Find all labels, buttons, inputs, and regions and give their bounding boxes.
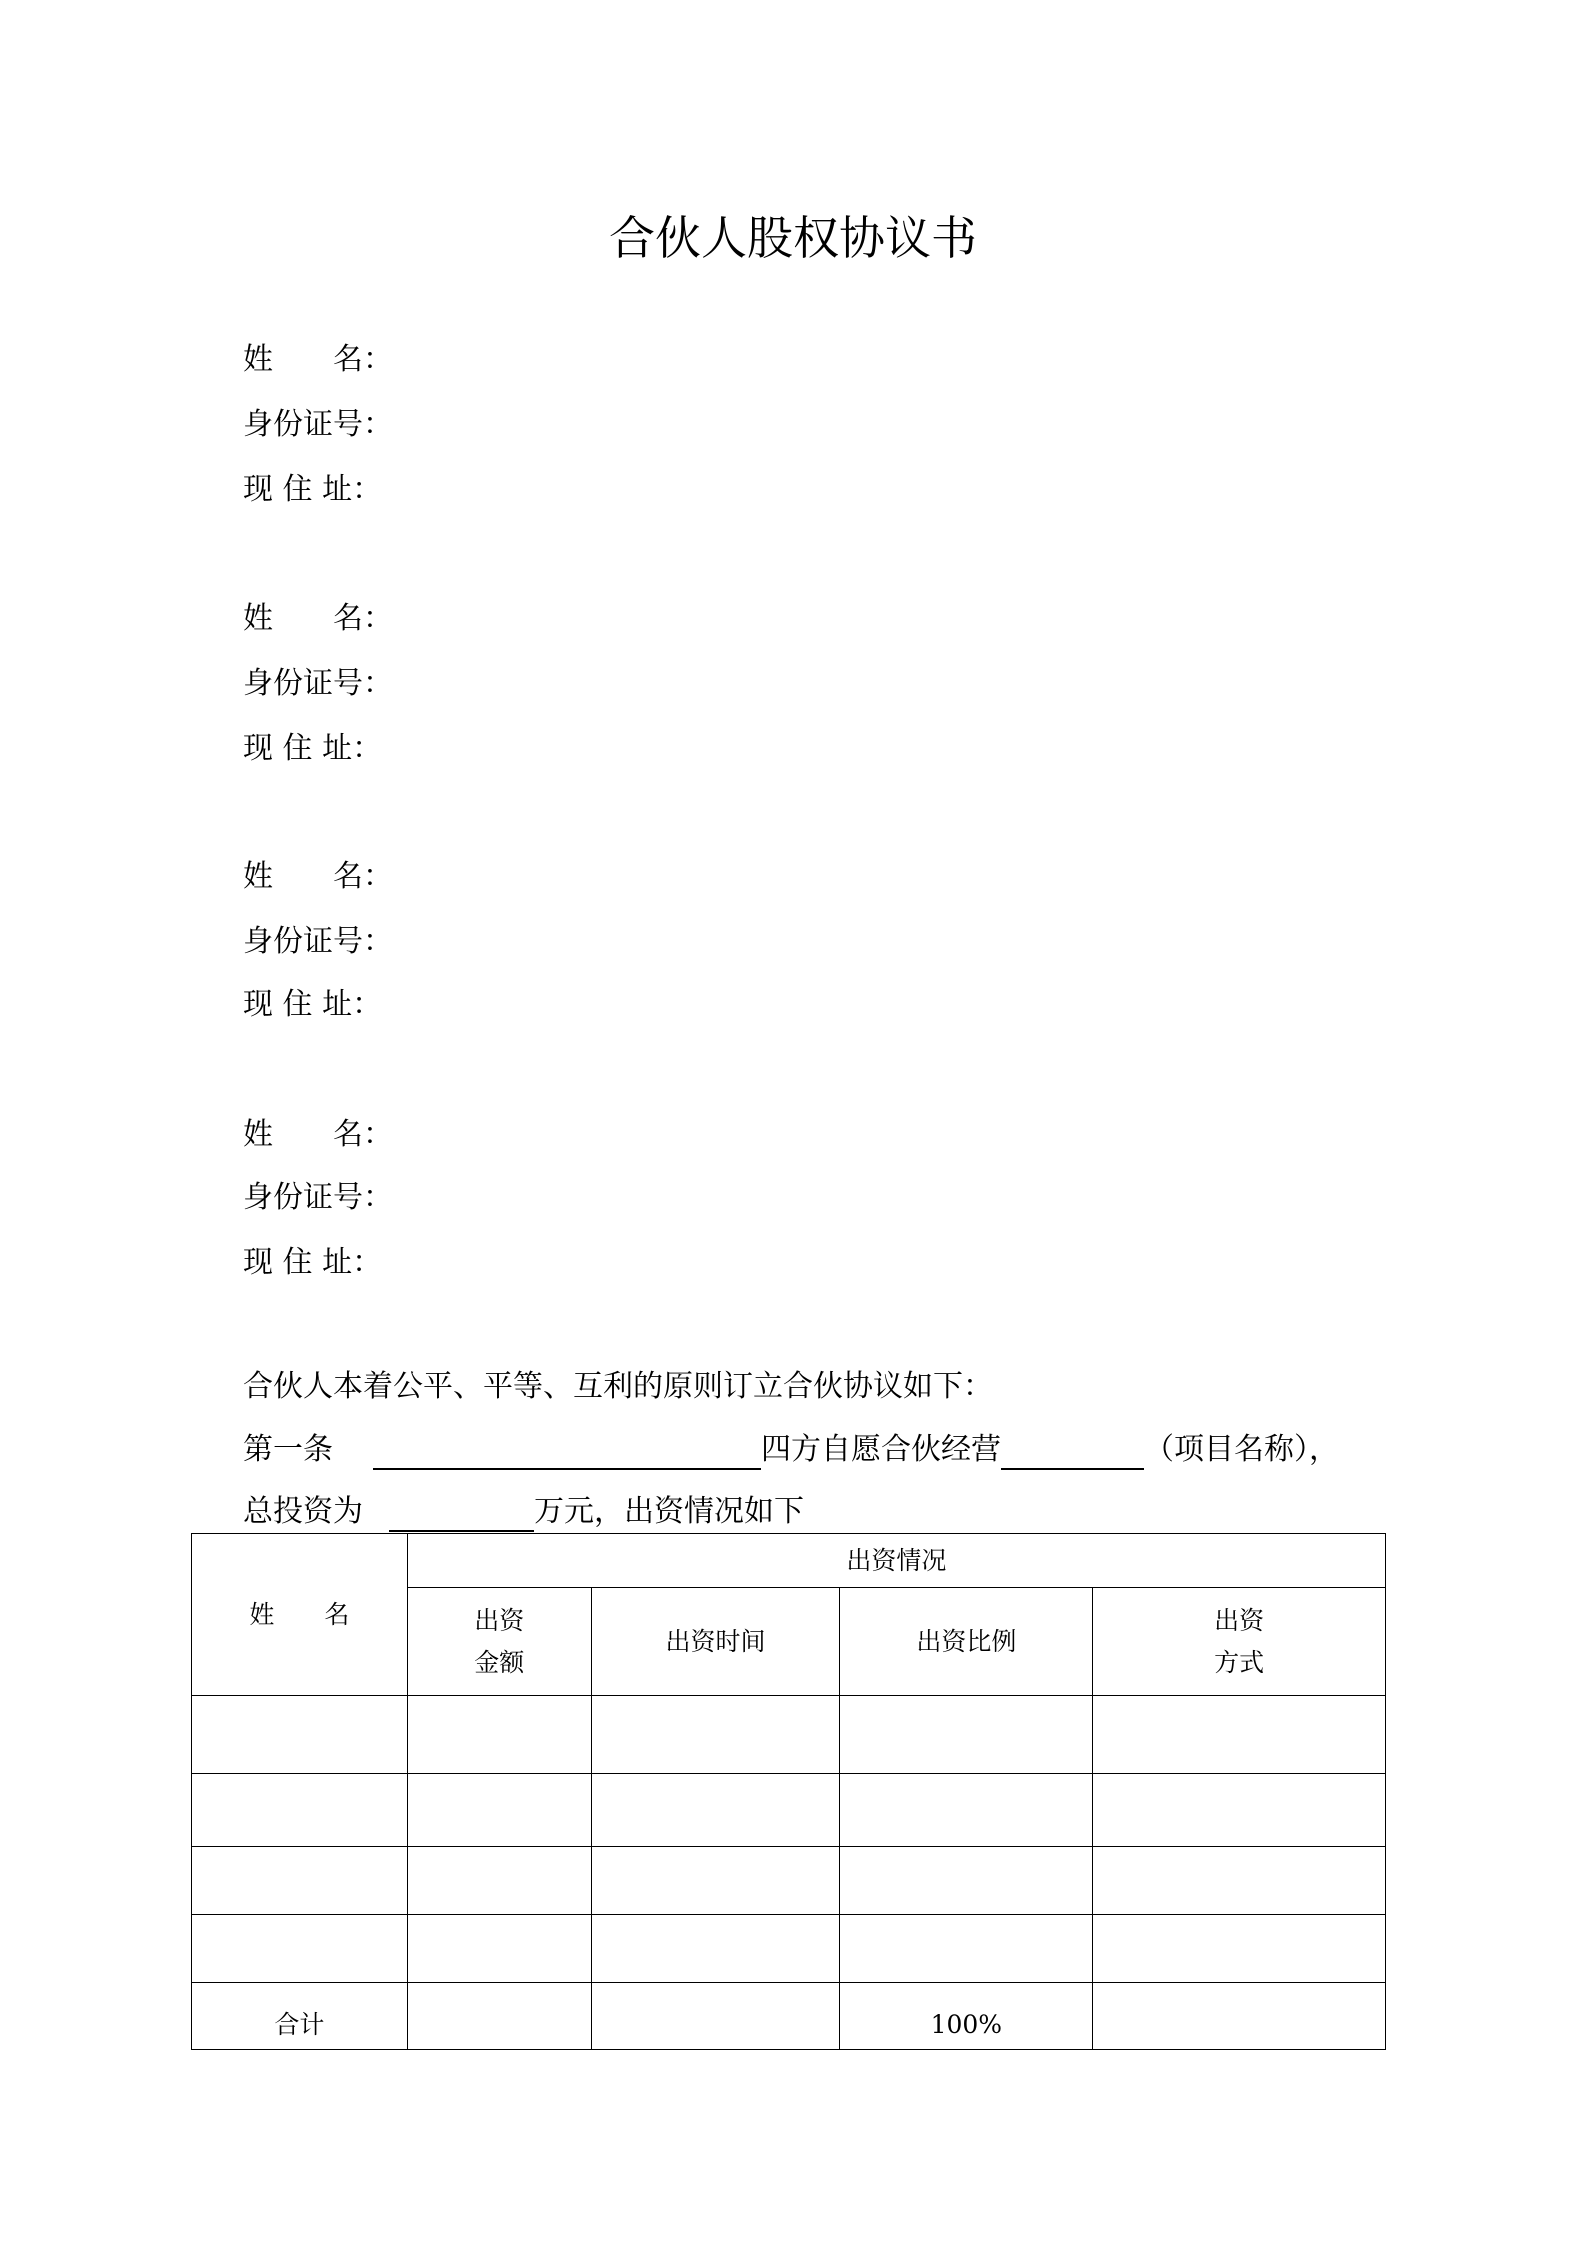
id-label: 身份证号：: [243, 1180, 393, 1215]
cell[interactable]: [591, 1847, 840, 1915]
table-row: [192, 1915, 1386, 1983]
article-1-middle: 四方自愿合伙经营: [761, 1432, 1001, 1467]
cell[interactable]: [407, 1983, 591, 2050]
contribution-table: [191, 1533, 1386, 2050]
name-label: 姓 名：: [243, 1117, 393, 1152]
name-header: 姓 名: [192, 1534, 408, 1696]
cell[interactable]: [1093, 1847, 1386, 1915]
cell[interactable]: [192, 1915, 408, 1983]
article-1-prefix: 第一条: [243, 1432, 333, 1467]
cell[interactable]: [840, 1847, 1093, 1915]
cell[interactable]: [591, 1774, 840, 1847]
cell[interactable]: [407, 1847, 591, 1915]
amount-header-line2: 金额: [474, 1647, 525, 1677]
cell[interactable]: [1093, 1915, 1386, 1983]
investment-suffix: 万元，出资情况如下: [534, 1494, 804, 1529]
method-header-line1: 出资: [1214, 1605, 1265, 1635]
cell[interactable]: [1093, 1696, 1386, 1774]
cell[interactable]: [591, 1696, 840, 1774]
cell[interactable]: [192, 1696, 408, 1774]
amount-header-line1: 出资: [474, 1605, 525, 1635]
cell[interactable]: [591, 1915, 840, 1983]
id-label: 身份证号：: [243, 924, 393, 959]
total-row: [192, 1983, 1386, 2050]
cell[interactable]: [840, 1774, 1093, 1847]
name-label: 姓 名：: [243, 601, 393, 636]
name-label: 姓 名：: [243, 342, 393, 377]
document-title: 合伙人股权协议书: [609, 211, 977, 265]
article-1-suffix: （项目名称），: [1144, 1432, 1339, 1467]
cell[interactable]: [840, 1915, 1093, 1983]
group-header: 出资情况: [407, 1534, 1385, 1588]
cell[interactable]: [1093, 1774, 1386, 1847]
id-label: 身份证号：: [243, 666, 393, 701]
time-header: 出资时间: [591, 1588, 840, 1696]
intro-text: 合伙人本着公平、平等、互利的原则订立合伙协议如下：: [243, 1369, 993, 1404]
cell[interactable]: [407, 1915, 591, 1983]
article-1: [243, 1430, 1339, 1470]
ratio-header: 出资比例: [840, 1588, 1093, 1696]
table-row: [192, 1847, 1386, 1915]
table-row: [192, 1696, 1386, 1774]
project-name-blank[interactable]: [1001, 1434, 1144, 1470]
address-label: 现 住 址：: [243, 1245, 383, 1280]
address-label: 现 住 址：: [243, 731, 383, 766]
investment-line: [243, 1492, 804, 1532]
method-header-line2: 方式: [1214, 1647, 1265, 1677]
cell[interactable]: [407, 1774, 591, 1847]
cell[interactable]: [192, 1847, 408, 1915]
cell[interactable]: [407, 1696, 591, 1774]
cell[interactable]: [1093, 1983, 1386, 2050]
address-label: 现 住 址：: [243, 472, 383, 507]
investment-prefix: 总投资为: [243, 1494, 363, 1529]
name-label: 姓 名：: [243, 859, 393, 894]
investment-amount-blank[interactable]: [389, 1496, 534, 1532]
amount-header: [407, 1588, 591, 1696]
method-header: [1093, 1588, 1386, 1696]
partners-blank[interactable]: [373, 1434, 761, 1470]
cell[interactable]: [192, 1774, 408, 1847]
id-label: 身份证号：: [243, 407, 393, 442]
cell[interactable]: [840, 1696, 1093, 1774]
cell[interactable]: [591, 1983, 840, 2050]
address-label: 现 住 址：: [243, 987, 383, 1022]
total-ratio: 100%: [840, 1983, 1093, 2050]
table-row: [192, 1774, 1386, 1847]
total-label: 合计: [192, 1983, 408, 2050]
